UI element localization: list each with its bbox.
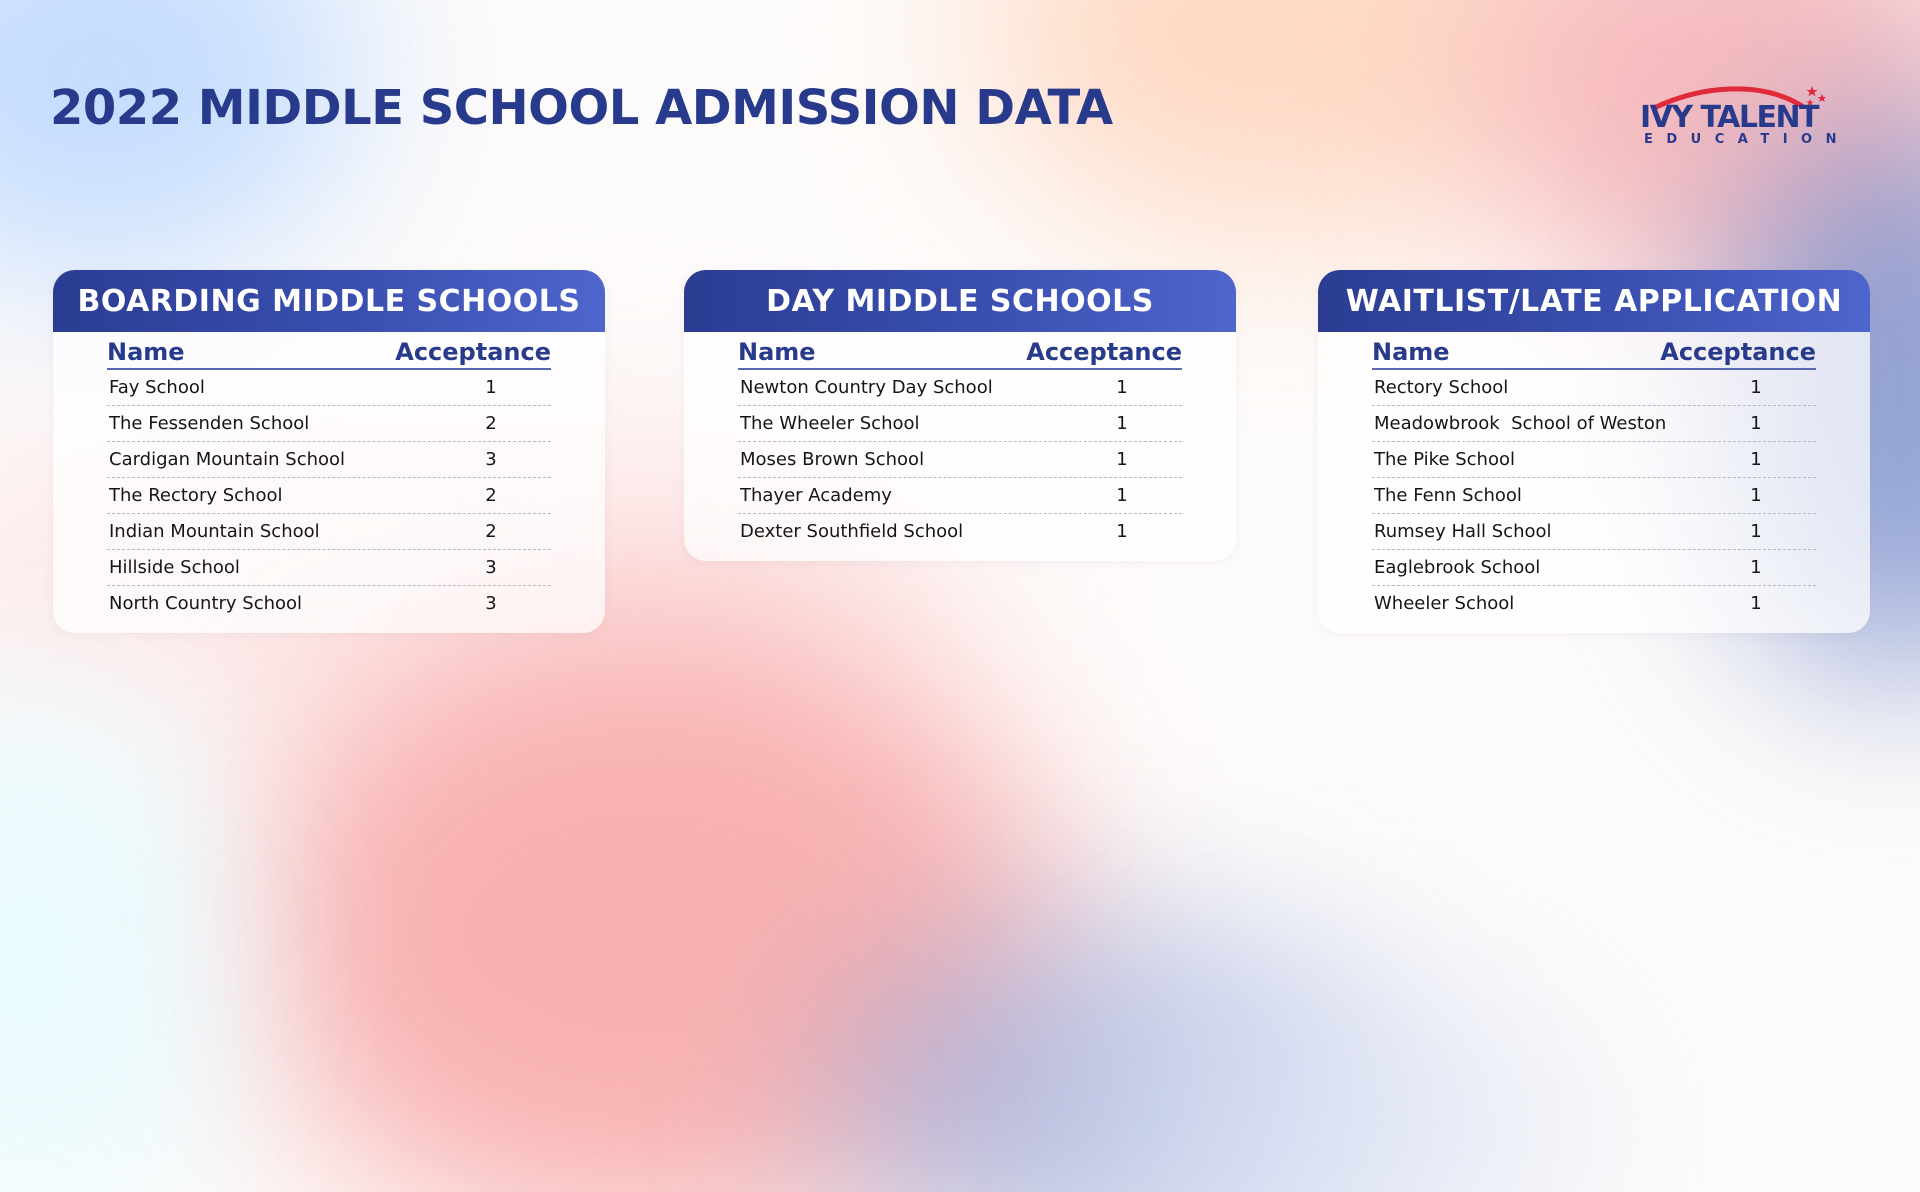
data-table — [1372, 332, 1816, 633]
acceptance-count: 1 — [1116, 521, 1128, 542]
logo-subtext: EDUCATION — [1644, 132, 1850, 147]
page-title: 2022 MIDDLE SCHOOL ADMISSION DATA — [50, 80, 1113, 136]
table-row — [1372, 406, 1816, 442]
logo-wordmark: IVY TALENT — [1640, 100, 1819, 135]
table-row — [1372, 442, 1816, 478]
waitlist-card — [1318, 270, 1870, 633]
table-row — [738, 514, 1182, 549]
table-row — [738, 406, 1182, 442]
column-header-name: Name — [107, 338, 185, 366]
school-name: The Rectory School — [109, 485, 283, 506]
school-name: Cardigan Mountain School — [109, 449, 346, 470]
table-row — [1372, 478, 1816, 514]
acceptance-count: 1 — [1116, 413, 1128, 434]
day-schools-card — [684, 270, 1236, 561]
acceptance-count: 1 — [1116, 377, 1128, 398]
school-name: The Wheeler School — [740, 413, 920, 434]
column-header-acceptance: Acceptance — [395, 338, 551, 366]
data-table — [107, 332, 551, 633]
boarding-schools-card — [53, 270, 605, 633]
school-name: Rumsey Hall School — [1374, 521, 1552, 542]
table-row — [107, 586, 551, 621]
acceptance-count: 1 — [1750, 557, 1762, 578]
table-row — [107, 442, 551, 478]
table-row — [1372, 550, 1816, 586]
table-row — [107, 406, 551, 442]
column-header-acceptance: Acceptance — [1026, 338, 1182, 366]
table-header — [738, 332, 1182, 370]
acceptance-count: 1 — [485, 377, 497, 398]
table-row — [107, 370, 551, 406]
table-row — [738, 370, 1182, 406]
column-header-name: Name — [1372, 338, 1450, 366]
table-header — [107, 332, 551, 370]
acceptance-count: 1 — [1750, 413, 1762, 434]
school-name: The Pike School — [1374, 449, 1515, 470]
school-name: Wheeler School — [1374, 593, 1515, 614]
card-heading: BOARDING MIDDLE SCHOOLS — [53, 270, 605, 332]
column-header-name: Name — [738, 338, 816, 366]
school-name: Fay School — [109, 377, 205, 398]
acceptance-count: 1 — [1750, 377, 1762, 398]
school-name: Eaglebrook School — [1374, 557, 1541, 578]
table-row — [738, 442, 1182, 478]
acceptance-count: 1 — [1750, 521, 1762, 542]
table-row — [1372, 514, 1816, 550]
school-name: Meadowbrook School of Weston — [1374, 413, 1667, 434]
acceptance-count: 2 — [485, 413, 497, 434]
column-header-acceptance: Acceptance — [1660, 338, 1816, 366]
acceptance-count: 1 — [1750, 593, 1762, 614]
acceptance-count: 1 — [1750, 449, 1762, 470]
acceptance-count: 1 — [1750, 485, 1762, 506]
table-row — [1372, 370, 1816, 406]
school-name: Indian Mountain School — [109, 521, 320, 542]
school-name: Moses Brown School — [740, 449, 925, 470]
card-heading: WAITLIST/LATE APPLICATION — [1318, 270, 1870, 332]
acceptance-count: 1 — [1116, 449, 1128, 470]
school-name: The Fessenden School — [109, 413, 310, 434]
acceptance-count: 3 — [485, 557, 497, 578]
school-name: Dexter Southfield School — [740, 521, 964, 542]
school-name: Newton Country Day School — [740, 377, 993, 398]
table-row — [107, 514, 551, 550]
table-row — [1372, 586, 1816, 621]
card-heading: DAY MIDDLE SCHOOLS — [684, 270, 1236, 332]
data-table — [738, 332, 1182, 561]
acceptance-count: 1 — [1116, 485, 1128, 506]
acceptance-count: 3 — [485, 593, 497, 614]
table-row — [107, 478, 551, 514]
acceptance-count: 3 — [485, 449, 497, 470]
school-name: The Fenn School — [1374, 485, 1522, 506]
school-name: Rectory School — [1374, 377, 1509, 398]
school-name: Hillside School — [109, 557, 240, 578]
table-row — [738, 478, 1182, 514]
table-row — [107, 550, 551, 586]
table-header — [1372, 332, 1816, 370]
school-name: Thayer Academy — [740, 485, 892, 506]
acceptance-count: 2 — [485, 485, 497, 506]
acceptance-count: 2 — [485, 521, 497, 542]
school-name: North Country School — [109, 593, 303, 614]
ivy-talent-logo — [1638, 82, 1850, 152]
